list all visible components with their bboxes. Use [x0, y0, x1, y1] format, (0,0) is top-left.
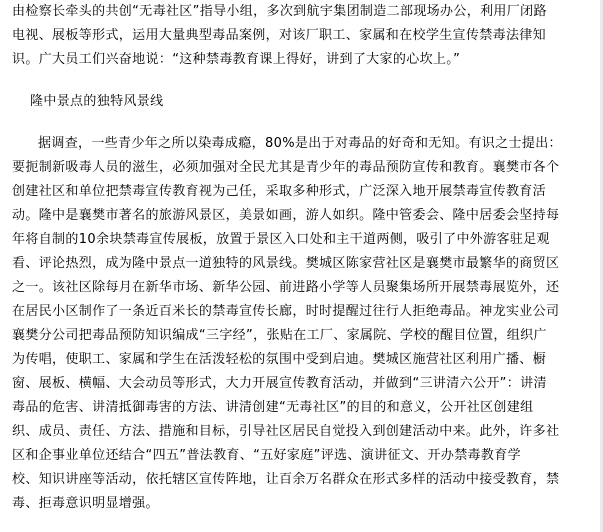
text-line: 襄樊分公司把毒品预防知识编成“三字经”，张贴在工厂、家属院、学校的醒目位置，组织广 — [12, 328, 547, 343]
text-line: 年将自制的10余块禁毒宣传展板，放置于景区入口处和主干道两侧，吸引了中外游客驻足观 — [12, 232, 550, 247]
text-line: 之一。该社区除每月在新华市场、新华公园、前进路小学等人员聚集场所开展禁毒展览外，还 — [12, 280, 560, 295]
text-line: 要扼制新吸毒人员的滋生，必须加强对全民尤其是青少年的毒品预防宣传和教育。襄樊市各个 — [12, 160, 560, 175]
text-line: 在居民小区制作了一条近百米长的禁毒宣传长廊，时时提醒过往行人拒绝毒品。神龙实业公司 — [12, 304, 560, 319]
text-line: 区和企事业单位还结合“四五”普法教育、“五好家庭”评选、演讲征文、开办禁毒教育学 — [12, 448, 521, 463]
text-line: 为传唱，使职工、家属和学生在活泼轻松的氛围中受到启迪。樊城区施营社区利用广播、橱 — [12, 352, 547, 367]
text-line: 据调查，一些青少年之所以染毒成瘾，80%是出于对毒品的好奇和无知。有识之士提出： — [38, 136, 562, 151]
text-line: 织、成员、责任、方法、措施和目标，引导社区居民自觉投入到创建活动中来。此外，许多社 — [12, 424, 560, 439]
text-line: 看、评论热烈，成为隆中景点一道独特的风景线。樊城区陈家营社区是襄樊市最繁华的商贸区 — [12, 256, 560, 271]
text-line: 校、知识讲座等活动，依托辖区宣传阵地，让百余万名群众在形式多样的活动中接受教育，禁 — [12, 472, 560, 487]
text-line: 电视、展板等形式，运用大量典型毒品案例，对该厂职工、家属和在校学生宣传禁毒法律知 — [12, 28, 547, 43]
text-line: 窗、展板、横幅、大会动员等形式，大力开展宣传教育活动，并做到“三讲清六公开”：讲清 — [12, 376, 547, 391]
text-line: 动。隆中是襄樊市著名的旅游风景区，美景如画，游人如织。隆中管委会、隆中居委会坚持每 — [12, 208, 560, 223]
text-line: 创建社区和单位把禁毒宣传教育视为己任，采取多种形式，广泛深入地开展禁毒宣传教育活 — [12, 184, 547, 199]
text-line: 由检察长牵头的共创“无毒社区”指导小组，多次到航宇集团制造二部现场办公，利用厂闭路 — [12, 4, 547, 19]
text-line: 识。广大员工们兴奋地说：“这种禁毒教育课上得好，讲到了大家的心坎上。” — [12, 52, 461, 67]
text-line: 毒品的危害、讲清抵御毒害的方法、讲清创建“无毒社区”的目的和意义，公开社区创建组 — [12, 400, 534, 415]
text-line: 毒、拒毒意识明显增强。 — [12, 496, 159, 511]
section-heading: 隆中景点的独特风景线 — [30, 94, 164, 109]
